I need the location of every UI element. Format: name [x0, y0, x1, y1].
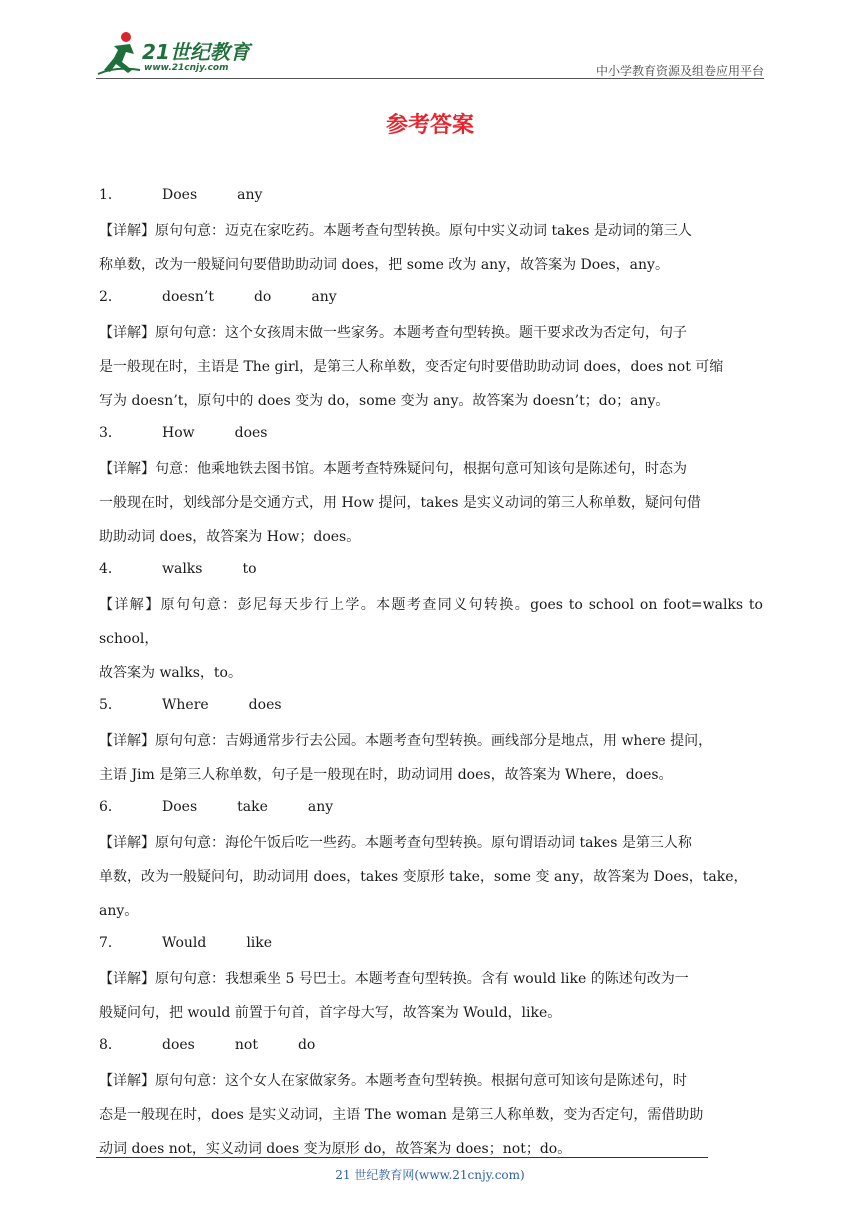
answer-line — [99, 180, 763, 214]
question-number: 5． — [99, 697, 122, 713]
answer-word: any — [237, 187, 263, 203]
answer-line — [99, 1030, 763, 1064]
explanation-line: any。 — [99, 903, 139, 919]
answer-line — [99, 554, 763, 588]
question-number: 1． — [99, 187, 122, 203]
explanation-line: 【详解】句意：他乘地铁去图书馆。本题考查特殊疑问句，根据句意可知该句是陈述句，时态为 — [99, 461, 687, 477]
explanation-line: 【详解】原句句意：吉姆通常步行去公园。本题考查句型转换。画线部分是地点，用 where 提问， — [99, 733, 713, 749]
page-title: 参考答案 — [385, 113, 474, 138]
answer-word: doesn’t — [162, 289, 214, 305]
explanation-line: 单数，改为一般疑问句，助动词用 does，takes 变原形 take，some 变 any，故答案为 Does，take， — [99, 869, 748, 885]
answer-item — [99, 282, 763, 418]
answer-word: take — [237, 799, 268, 815]
answer-item — [99, 554, 763, 690]
question-number: 6． — [99, 799, 122, 815]
explanation-line: 写为 doesn’t，原句中的 does 变为 do，some 变为 any。故答案为 doesn’t；do；any。 — [99, 393, 670, 409]
question-number: 3． — [99, 425, 122, 441]
answer-item — [99, 690, 763, 792]
answer-word: do — [253, 289, 272, 305]
answer-line — [99, 282, 763, 316]
explanation-line: 【详解】原句句意：迈克在家吃药。本题考查句型转换。原句中实义动词 takes 是动词的第三人 — [99, 223, 692, 239]
explanation-line: 【详解】原句句意：这个女人在家做家务。本题考查句型转换。根据句意可知该句是陈述句，时 — [99, 1073, 687, 1089]
question-number: 4． — [99, 561, 122, 577]
answer-word: any — [311, 289, 337, 305]
answer-item — [99, 180, 763, 282]
answer-word: to — [242, 561, 257, 577]
explanation-line: 【详解】原句句意：我想乘坐 5 号巴士。本题考查句型转换。含有 would like 的陈述句改为一 — [99, 971, 689, 987]
answer-word: Does — [162, 187, 198, 203]
answer-word: walks — [162, 561, 203, 577]
explanation-line: 般疑问句，把 would 前置于句首，首字母大写，故答案为 Would，like。 — [99, 1005, 562, 1021]
explanation-line: 动词 does not，实义动词 does 变为原形 do，故答案为 does；not；do。 — [99, 1141, 572, 1157]
question-number: 7． — [99, 935, 122, 951]
explanation-line: 【详解】原句句意：彭尼每天步行上学。本题考查同义句转换。goes to school on foot=walks to school， — [99, 597, 763, 647]
answer-item — [99, 928, 763, 1030]
answer-word: does — [234, 425, 268, 441]
footer-link[interactable]: 21 世纪教育网(www.21cnjy.com) — [335, 1168, 525, 1182]
question-number: 2． — [99, 289, 122, 305]
footer-divider — [96, 1157, 708, 1158]
answer-word: does — [162, 1037, 195, 1053]
site-logo[interactable] — [96, 30, 266, 78]
answer-word: like — [246, 935, 273, 951]
explanation-line: 主语 Jim 是第三人称单数，句子是一般现在时，助动词用 does，故答案为 Where，does。 — [99, 767, 673, 783]
answer-word: not — [234, 1037, 258, 1053]
explanation-line: 态是一般现在时，does 是实义动词，主语 The woman 是第三人称单数，变为否定句，需借助助 — [99, 1107, 704, 1123]
answer-word: any — [307, 799, 334, 815]
answer-word: does — [248, 697, 282, 713]
answer-line — [99, 690, 763, 724]
explanation-line: 【详解】原句句意：海伦午饭后吃一些药。本题考查句型转换。原句谓语动词 takes 是第三人称 — [99, 835, 692, 851]
answer-item — [99, 1030, 763, 1166]
answer-line — [99, 792, 763, 826]
answer-word: Does — [162, 799, 198, 815]
answer-item — [99, 792, 763, 928]
answer-list — [99, 180, 763, 1166]
explanation-line: 故答案为 walks，to。 — [99, 665, 242, 681]
explanation-line: 【详解】原句句意：这个女孩周末做一些家务。本题考查句型转换。题干要求改为否定句，句子 — [99, 325, 687, 341]
answer-line — [99, 418, 763, 452]
explanation-line: 助助动词 does，故答案为 How；does。 — [99, 529, 361, 545]
explanation-line: 一般现在时，划线部分是交通方式，用 How 提问，takes 是实义动词的第三人称单数，疑问句借 — [99, 495, 701, 511]
page-header — [96, 30, 764, 80]
answer-word: do — [297, 1037, 316, 1053]
answer-line — [99, 928, 763, 962]
logo-url: www.21cnjy.com — [144, 63, 229, 73]
platform-name: 中小学教育资源及组卷应用平台 — [595, 64, 764, 78]
answer-item — [99, 418, 763, 554]
answer-word: Where — [162, 697, 209, 713]
runner-logo-icon — [96, 30, 146, 76]
answer-word: How — [162, 425, 195, 441]
question-number: 8． — [99, 1037, 122, 1053]
answer-word: Would — [162, 935, 207, 951]
explanation-line: 称单数，改为一般疑问句要借助助动词 does，把 some 改为 any，故答案为 Does，any。 — [99, 257, 669, 273]
logo-text: 21世纪教育 — [142, 40, 250, 64]
header-divider — [96, 78, 764, 79]
explanation-line: 是一般现在时，主语是 The girl，是第三人称单数，变否定句时要借助助动词 does，does not 可缩 — [99, 359, 724, 375]
